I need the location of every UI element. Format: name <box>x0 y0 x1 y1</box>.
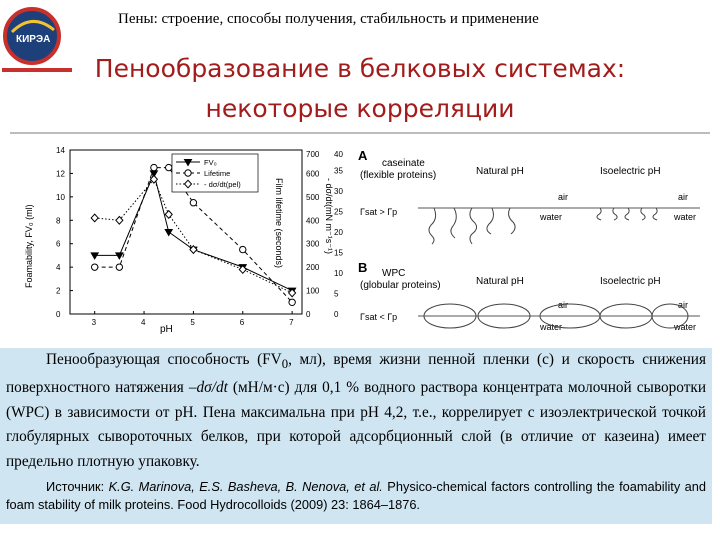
figure-panel <box>10 138 710 344</box>
panel-a-isoelectric-ph: Isoelectric pH <box>600 166 661 177</box>
data-point-series-2 <box>151 164 157 170</box>
caption-paragraph <box>6 348 706 474</box>
slide-title-line1: Пенообразование в белковых системах: <box>94 54 626 83</box>
data-point-series-2 <box>289 299 295 305</box>
y-tick-label-right1: 100 <box>306 286 320 296</box>
y-tick-label-right2: 30 <box>334 187 343 196</box>
caption-box <box>0 348 712 524</box>
panel-b-isoelectric-ph: Isoelectric pH <box>600 276 661 287</box>
x-axis-label: pH <box>160 324 173 335</box>
panel-b-water-1: water <box>540 322 563 332</box>
data-point-series-2 <box>116 264 122 270</box>
y-tick-label-left: 12 <box>56 169 65 179</box>
y-tick-label-left: 8 <box>56 216 61 226</box>
panel-b-protein: WPC <box>382 268 406 279</box>
chart-legend <box>172 154 258 192</box>
data-point-series-2 <box>91 264 97 270</box>
panel-b-desc: (globular proteins) <box>360 280 441 291</box>
y-tick-label-left: 10 <box>56 192 65 202</box>
data-point-series-2 <box>240 246 246 252</box>
panel-a-air-2: air <box>678 192 689 202</box>
x-tick-label: 6 <box>239 318 245 327</box>
caption-subscript: 0 <box>281 357 289 372</box>
y-tick-label-right1: 700 <box>306 150 320 159</box>
caption-part1: Пенообразующая способность (FV <box>46 351 282 368</box>
x-tick-label: 5 <box>190 318 195 327</box>
panel-a-relation: Γsat > Γp <box>360 207 398 217</box>
data-point-series-2 <box>190 200 196 206</box>
caption-part2: , мл), время жизни пенной пленки (с) и скорость снижения поверхностного натяжения <box>6 351 706 397</box>
panel-a-natural-ph: Natural pH <box>476 166 524 177</box>
caption-part3: (мН/м·с) для 0,1 % водного раствора концентрата молочной сыворотки (WPC) в зависимости от рН. Пена максимальна при рН 4,2, т.е., коррелирует с изоэлектрической точкой глобулярных сывороточных белков, при которой адсорбционный слой (в отличие от казеина) имеет предельно плотную упаковку. <box>6 379 707 470</box>
y-tick-label-left: 4 <box>56 263 61 273</box>
y-axis-label-right2: - dσ/dt(mN m⁻¹s⁻¹) <box>324 178 334 255</box>
caption-body <box>6 348 706 514</box>
y-tick-label-right2: 20 <box>334 228 343 237</box>
logo-text: КИРЭА <box>16 34 51 45</box>
panel-b-water-2: water <box>674 322 697 332</box>
y-tick-label-left: 2 <box>56 286 61 296</box>
caption-expression: –dσ/dt <box>188 379 228 397</box>
y-tick-label-left: 0 <box>56 310 61 319</box>
panel-a-desc: (flexible proteins) <box>360 170 437 181</box>
y-axis-label-left: Foamability, FV₀ (ml) <box>24 204 34 288</box>
y-tick-label-right1: 400 <box>306 216 320 226</box>
title-divider <box>10 132 710 134</box>
legend-label: Lifetime <box>204 169 231 178</box>
foamability-chart <box>24 146 343 335</box>
bottom-bar <box>0 524 720 540</box>
data-point-series-2 <box>166 164 172 170</box>
legend-marker <box>185 170 191 176</box>
panel-b-natural-ph: Natural pH <box>476 276 524 287</box>
legend-label: - dσ/dt(pel) <box>204 180 241 189</box>
y-tick-label-left: 14 <box>56 146 65 155</box>
panel-b-relation: Γsat < Γp <box>360 312 398 322</box>
panel-b-letter: B <box>358 260 368 275</box>
y-tick-label-right2: 35 <box>334 166 343 176</box>
panel-b-air-1: air <box>558 300 569 310</box>
y-tick-label-right2: 0 <box>334 310 339 319</box>
y-tick-label-right1: 0 <box>306 310 311 319</box>
adsorption-diagram <box>358 148 700 332</box>
panel-b-air-2: air <box>678 300 689 310</box>
y-tick-label-right2: 40 <box>334 150 343 159</box>
legend-label: FV₀ <box>204 158 217 167</box>
y-axis-label-right1: Film lifetime (seconds) <box>274 178 284 269</box>
x-tick-label: 7 <box>289 318 294 327</box>
y-tick-label-right2: 15 <box>334 248 343 258</box>
source-citation <box>6 478 706 514</box>
panel-a-air-1: air <box>558 192 569 202</box>
y-tick-label-left: 6 <box>56 239 61 249</box>
x-tick-label: 3 <box>91 318 97 327</box>
y-tick-label-right2: 5 <box>334 289 339 299</box>
source-rest: Physico-chemical factors controlling the foamability and foam stability of milk proteins. Food Hydrocolloids (2009) 23: 1864–1876. <box>6 479 707 513</box>
y-tick-label-right1: 300 <box>306 239 320 249</box>
panel-a-water-1: water <box>540 212 563 222</box>
y-tick-label-right2: 25 <box>334 207 343 217</box>
y-tick-label-right2: 10 <box>334 269 343 278</box>
y-tick-label-right1: 500 <box>306 192 320 202</box>
panel-a-water-2: water <box>674 212 697 222</box>
x-tick-label: 4 <box>141 318 146 327</box>
running-title: Пены: строение, способы получения, стабильность и применение <box>118 11 539 27</box>
source-authors: K.G. Marinova, E.S. Basheva, B. Nenova, et al. <box>108 479 383 495</box>
source-label: Источник: <box>46 479 105 495</box>
panel-a-letter: A <box>358 148 368 163</box>
panel-a-protein: caseinate <box>382 158 425 169</box>
slide-title-line2: некоторые корреляции <box>205 94 515 123</box>
y-tick-label-right1: 200 <box>306 263 320 273</box>
y-tick-label-right1: 600 <box>306 169 320 179</box>
